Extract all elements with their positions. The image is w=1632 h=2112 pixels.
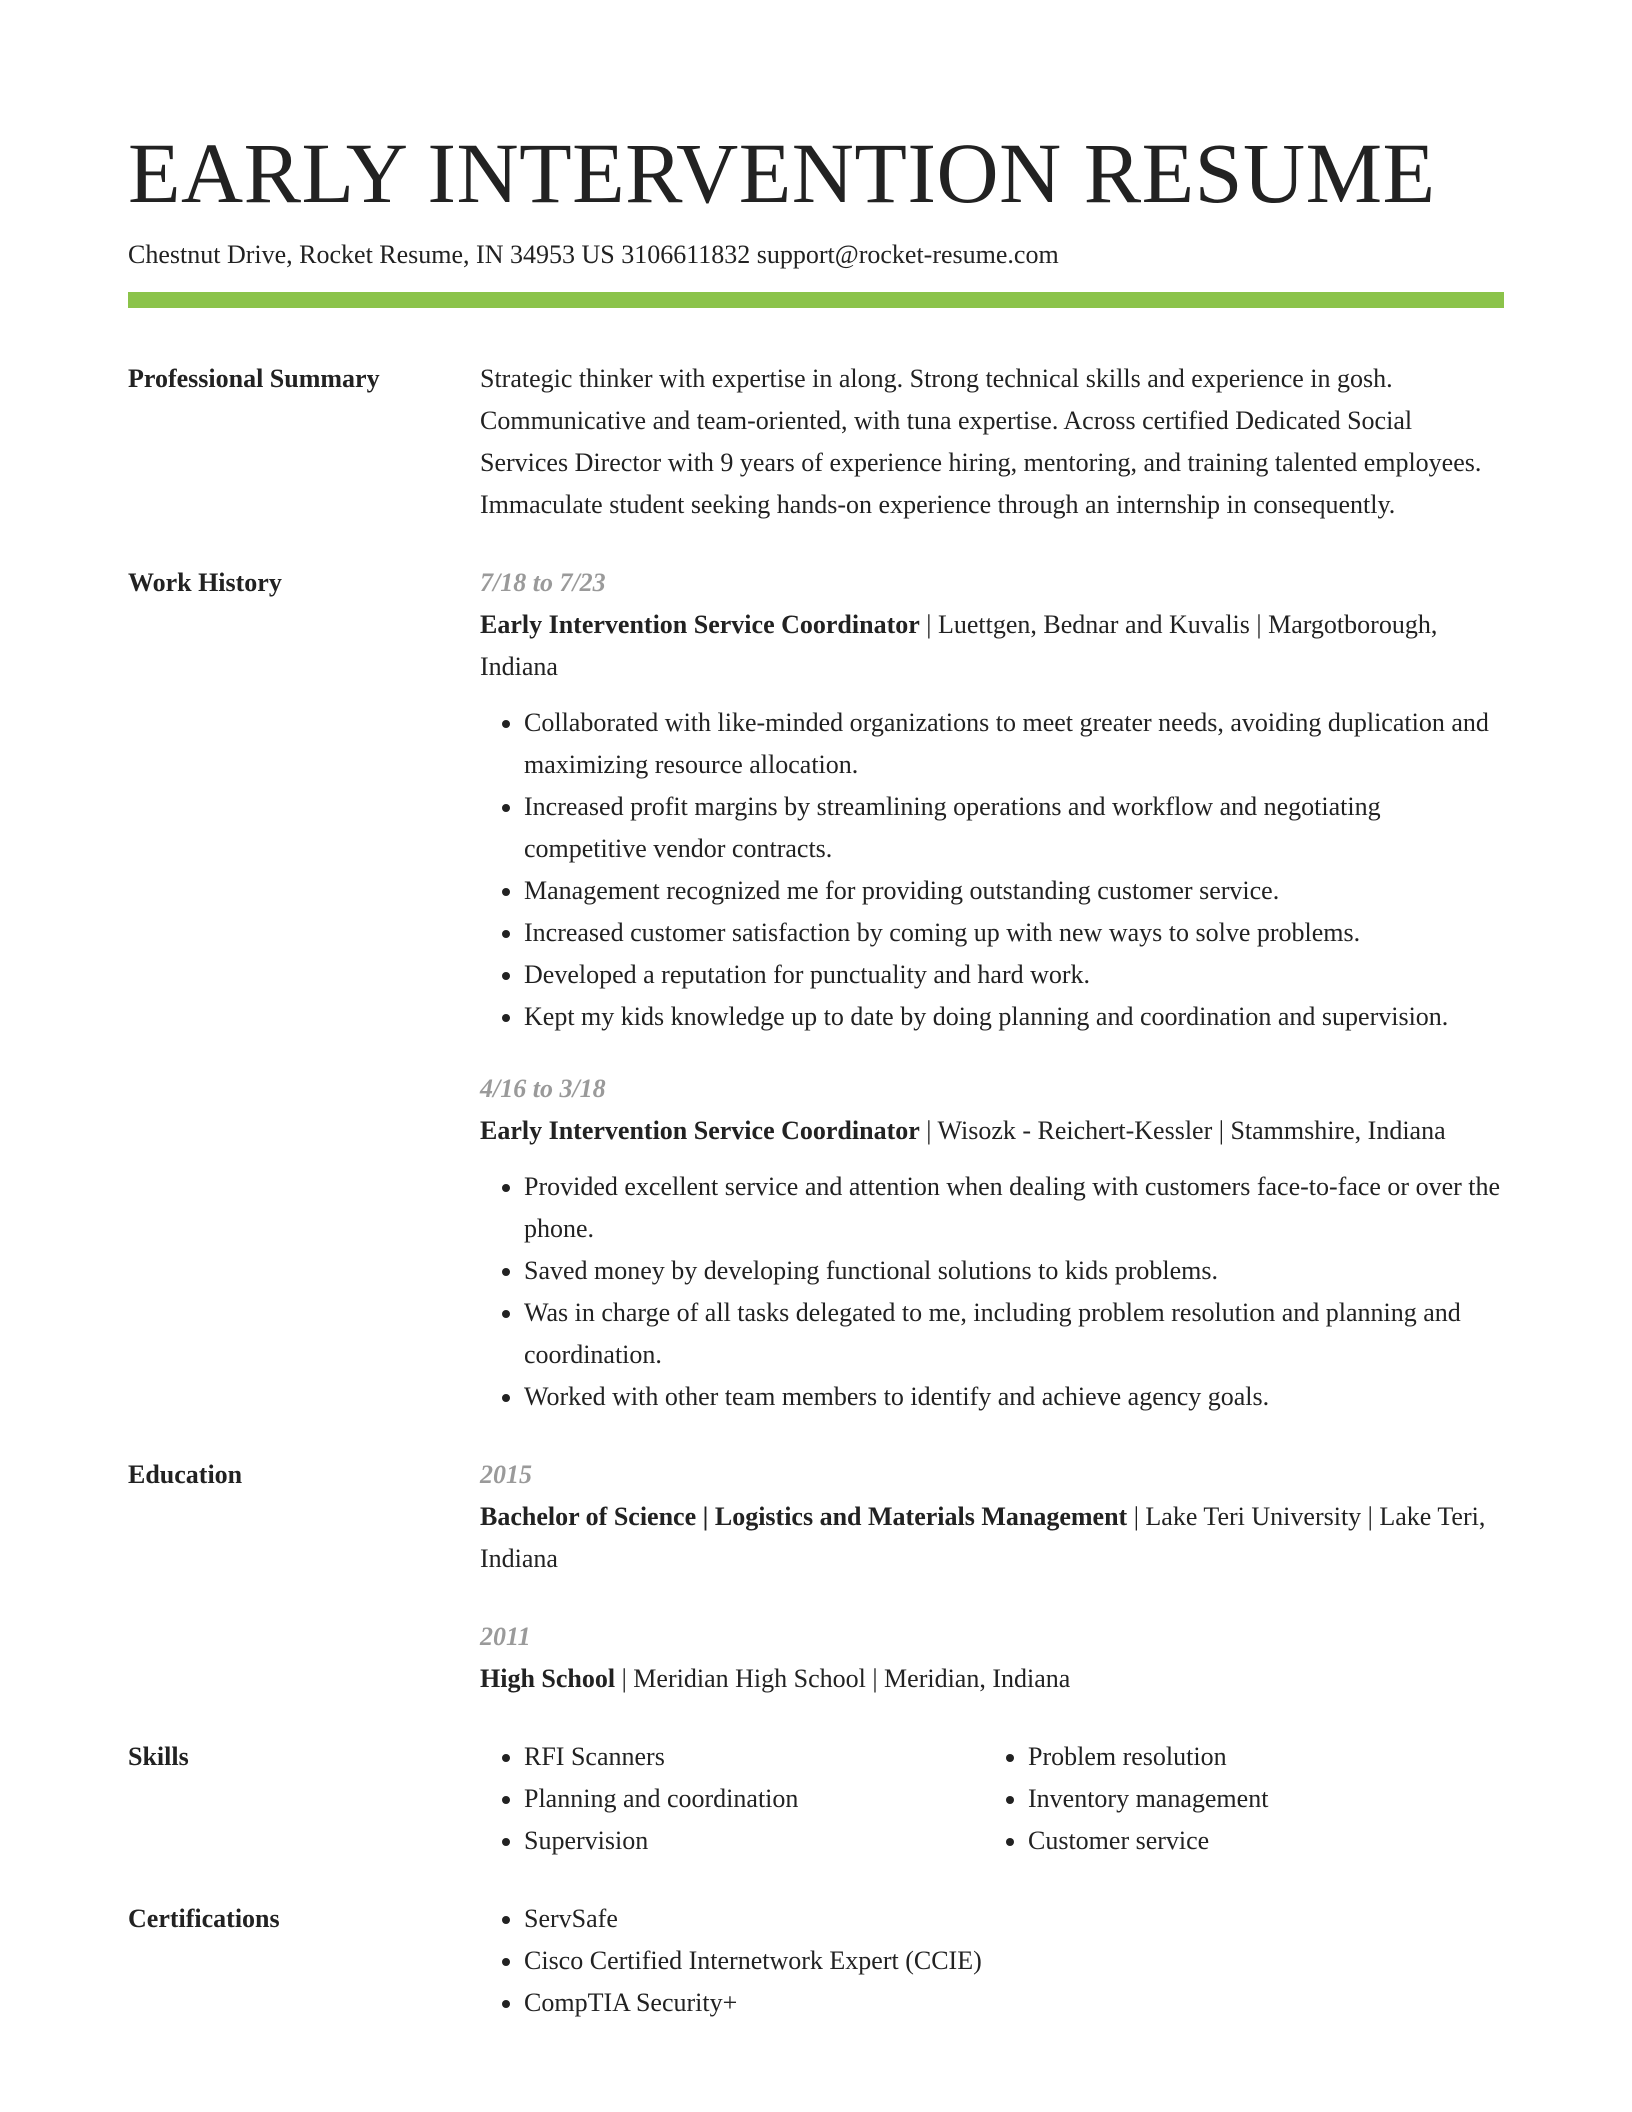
skill-item: • Planning and coordination (524, 1778, 984, 1820)
resume-title: EARLY INTERVENTION RESUME (128, 125, 1436, 221)
education-label: Education (128, 1460, 243, 1489)
skills-list-left (480, 1736, 984, 1862)
education-entry (480, 1616, 1504, 1700)
job-bullet: • Collaborated with like-minded organizations to meet greater needs, avoiding duplication and maximizing resource allocation. (524, 702, 1504, 786)
certification-item: • Cisco Certified Internetwork Expert (CCIE) (524, 1940, 1504, 1982)
certifications-body (480, 1898, 1504, 2024)
skills-list-right (984, 1736, 1488, 1862)
job-role: Early Intervention Service Coordinator (480, 610, 920, 639)
job-dates: 7/18 to 7/23 (480, 568, 606, 597)
education-year: 2011 (480, 1622, 531, 1651)
education-entry (480, 1454, 1504, 1580)
summary-label: Professional Summary (128, 364, 380, 393)
job-bullets (480, 702, 1504, 1038)
job-bullet: • Increased customer satisfaction by coming up with new ways to solve problems. (524, 912, 1504, 954)
certification-item: • CompTIA Security+ (524, 1982, 1504, 2024)
job-entry (480, 1068, 1504, 1418)
job-bullet: • Increased profit margins by streamlining operations and workflow and negotiating competitive vendor contracts. (524, 786, 1504, 870)
job-role-line (480, 1110, 1504, 1152)
job-details: | Wisozk - Reichert-Kessler | Stammshire, Indiana (919, 1116, 1446, 1145)
education-year: 2015 (480, 1460, 532, 1489)
certifications-list (480, 1898, 1504, 2024)
certifications-section (128, 1898, 1504, 2024)
work-history-section (128, 562, 1504, 1418)
skills-body (480, 1736, 1504, 1862)
education-line (480, 1496, 1504, 1580)
job-entry (480, 562, 1504, 1038)
skills-label: Skills (128, 1742, 189, 1771)
education-degree: Bachelor of Science | Logistics and Materials Management (480, 1502, 1128, 1531)
certifications-label: Certifications (128, 1904, 280, 1933)
work-history-body (480, 562, 1504, 1418)
job-role: Early Intervention Service Coordinator (480, 1116, 920, 1145)
contact-email: support@rocket-resume.com (756, 240, 1059, 269)
skills-section (128, 1736, 1504, 1862)
skill-item: • Problem resolution (1028, 1736, 1488, 1778)
summary-section (128, 358, 1504, 526)
skill-item: • RFI Scanners (524, 1736, 984, 1778)
job-bullet: • Saved money by developing functional solutions to kids problems. (524, 1250, 1504, 1292)
job-bullet: • Provided excellent service and attention when dealing with customers face-to-face or over the phone. (524, 1166, 1504, 1250)
contact-line (128, 240, 1504, 270)
summary-text: Strategic thinker with expertise in along. Strong technical skills and experience in gosh. Communicative and team-oriented, with tuna expertise. Across certified Dedicated Social Services Director with 9 years of experience hiring, mentoring, and training talented employees. Immaculate student seeking hands-on experience through an internship in consequently. (480, 364, 1482, 519)
job-bullets (480, 1166, 1504, 1418)
skill-item: • Customer service (1028, 1820, 1488, 1862)
education-details: | Meridian High School | Meridian, Indiana (615, 1664, 1071, 1693)
education-details: | Lake Teri University | Lake Teri, Indiana (480, 1502, 1486, 1573)
contact-phone: 3106611832 (621, 240, 751, 269)
job-role-line (480, 604, 1504, 688)
education-line (480, 1658, 1504, 1700)
education-section (128, 1454, 1504, 1700)
education-degree: High School (480, 1664, 616, 1693)
job-bullet: • Developed a reputation for punctuality and hard work. (524, 954, 1504, 996)
job-bullet: • Kept my kids knowledge up to date by doing planning and coordination and supervision. (524, 996, 1504, 1038)
contact-address: Chestnut Drive, Rocket Resume, IN 34953 US (128, 240, 615, 269)
job-details: | Luettgen, Bednar and Kuvalis | Margotborough, Indiana (480, 610, 1438, 681)
job-bullet: • Worked with other team members to identify and achieve agency goals. (524, 1376, 1504, 1418)
header-accent-bar (128, 292, 1504, 308)
skill-item: • Inventory management (1028, 1778, 1488, 1820)
job-dates: 4/16 to 3/18 (480, 1074, 606, 1103)
work-history-label: Work History (128, 568, 282, 597)
education-body (480, 1454, 1504, 1700)
job-bullet: • Management recognized me for providing outstanding customer service. (524, 870, 1504, 912)
job-bullet: • Was in charge of all tasks delegated to me, including problem resolution and planning and coordination. (524, 1292, 1504, 1376)
certification-item: • ServSafe (524, 1898, 1504, 1940)
skill-item: • Supervision (524, 1820, 984, 1862)
